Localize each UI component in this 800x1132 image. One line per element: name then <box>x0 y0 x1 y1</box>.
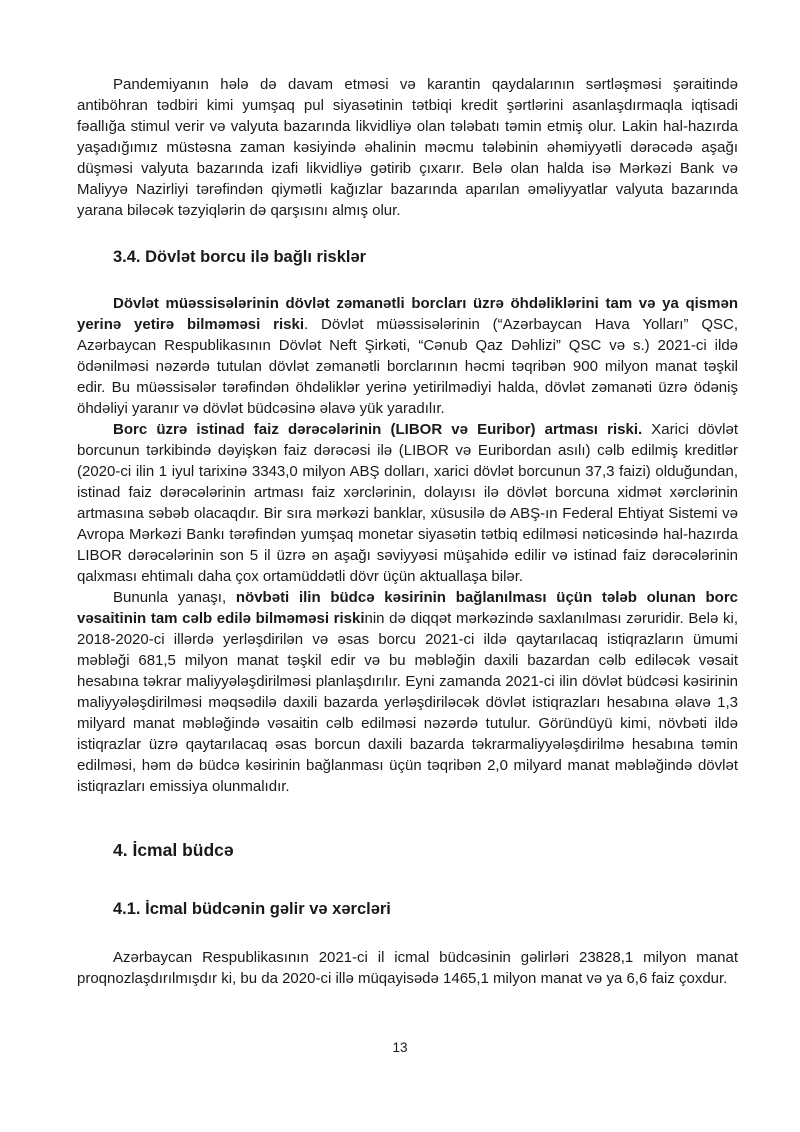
section-heading-4: 4. İcmal büdcə <box>113 840 234 860</box>
risk-phrase-bold: Borc üzrə istinad faiz dərəcələrinin (LIBOR və Euribor) artması riski. <box>113 421 643 438</box>
paragraph-deficit-financing-risk <box>77 587 738 797</box>
paragraph-text: Azərbaycan Respublikasının 2021-ci il icmal büdcəsinin gəlirləri 23828,1 milyon manat proqnozlaşdırılmışdır ki, bu da 2020-ci illə müqayisədə 1465,1 milyon manat və ya 6,6 faiz çoxdur. <box>77 949 738 987</box>
paragraph-text: nin də diqqət mərkəzində saxlanılması zəruridir. Belə ki, 2018-2020-ci illərdə yerləşdirilən və əsas borcu 2021-ci ildə qaytarılacaq istiqrazların ümumi məbləği 681,5 milyon manat təşkil edir və bu məbləğin daxili bazardan cəlb ediləcək vəsait hesabına təkrar maliyyələşdirilməsi planlaşdırılır. Eyni zamanda 2021-ci ilin dövlət büdcəsi kəsirinin maliyyələşdirilməsi məqsədilə daxili bazarda yerləşdiriləcək dövlət istiqrazları hesabına əlavə 1,3 milyard manat məbləğində vəsaitin cəlb edilməsi nəzərdə tutulur. Göründüyü kimi, növbəti ildə istiqrazlar üzrə qaytarılacaq əsas borcun daxili bazarda təkrarmaliyyələşdirilmə hesabına təmin edilməsi, həm də büdcə kəsirinin bağlanması üçün təqribən 2,0 milyard manat məbləğində dövlət istiqrazları emissiya olunmalıdır. <box>77 610 738 795</box>
risk-phrase-bold: növbəti ilin büdcə kəsirinin bağlanılması üçün tələb olunan borc vəsaitinin tam cəlb edilə bilməməsi riski <box>77 589 739 627</box>
paragraph-consolidated-budget <box>77 947 738 989</box>
section-heading-4-1: 4.1. İcmal büdcənin gəlir və xərcləri <box>113 900 391 918</box>
paragraph-pandemic-liquidity <box>77 74 738 221</box>
paragraph-text: Pandemiyanın hələ də davam etməsi və karantin qaydalarının sərtləşməsi şəraitində antiböhran tədbiri kimi yumşaq pul siyasətinin tətbiqi kredit şərtlərini asanlaşdırmaqla iqtisadi fəallığa stimul verir və valyuta bazarında likvidliyə olan tələbatı təmin etmiş olur. Lakin hal-hazırda yaşadığımız müstəsna zaman kəsiyində əhalinin məcmu tələbinin əhəmiyyətli dərəcədə aşağı düşməsi valyuta bazarında izafi likvidliyə gətirib çıxarır. Belə olan halda isə Mərkəzi Bank və Maliyyə Nazirliyi tərəfindən qiymətli kağızlar bazarında aparılan əməliyyatlar valyuta bazarında yarana biləcək təzyiqlərin də qarşısını almış olur. <box>77 76 738 219</box>
paragraph-text: Xarici dövlət borcunun tərkibində dəyişkən faiz dərəcəsi ilə (LIBOR və Euribordan asılı) cəlb edilmiş kreditlər (2020-ci ilin 1 iyul tarixinə 3343,0 milyon ABŞ dolları, xarici dövlət borcunun 37,3 faizi) olduğundan, istinad faiz dərəcələrinin artması faiz xərclərinin, dolayısı ilə dövlət borcuna xidmət xərclərinin artmasına səbəb olacaqdır. Bir sıra mərkəzi banklar, xüsusilə də ABŞ-ın Federal Ehtiyat Sistemi və Avropa Mərkəzi Bankı tərəfindən yumşaq monetar siyasətin tətbiq edilməsi nəticəsində hal-hazırda LIBOR dərəcələrinin son 5 il üzrə ən aşağı səviyyəsi müşahidə edilir və istinad faiz dərəcələrinin qalxması ehtimalı daha çox ortamüddətli dövr üçün aktuallaşa bilər. <box>77 421 738 585</box>
page-number: 13 <box>392 1040 408 1055</box>
section-heading-3-4: 3.4. Dövlət borcu ilə bağlı risklər <box>113 248 367 266</box>
risk-phrase-bold: Dövlət müəssisələrinin dövlət zəmanətli borcları üzrə öhdəliklərini tam və ya qismən yerinə yetirə bilməməsi riski <box>77 295 738 333</box>
paragraph-text: Bununla yanaşı, <box>113 589 236 606</box>
paragraph-state-guarantee-risk <box>77 293 738 419</box>
paragraph-libor-risk <box>77 419 738 587</box>
paragraph-text: . Dövlət müəssisələrinin (“Azərbaycan Hava Yolları” QSC, Azərbaycan Respublikasının Dövlət Neft Şirkəti, “Cənub Qaz Dəhlizi” QSC və s.) 2021-ci ildə ödənilməsi nəzərdə tutulan dövlət zəmanətli borclarının həcmi təqribən 900 milyon manat təşkil edir. Bu müəssisələr tərəfindən öhdəliklər yerinə yetirilmədiyi halda, dövlət zəmanəti üzrə ödəniş öhdəliyi yaranır və dövlət büdcəsinə əlavə yük yaradılır. <box>77 316 738 417</box>
